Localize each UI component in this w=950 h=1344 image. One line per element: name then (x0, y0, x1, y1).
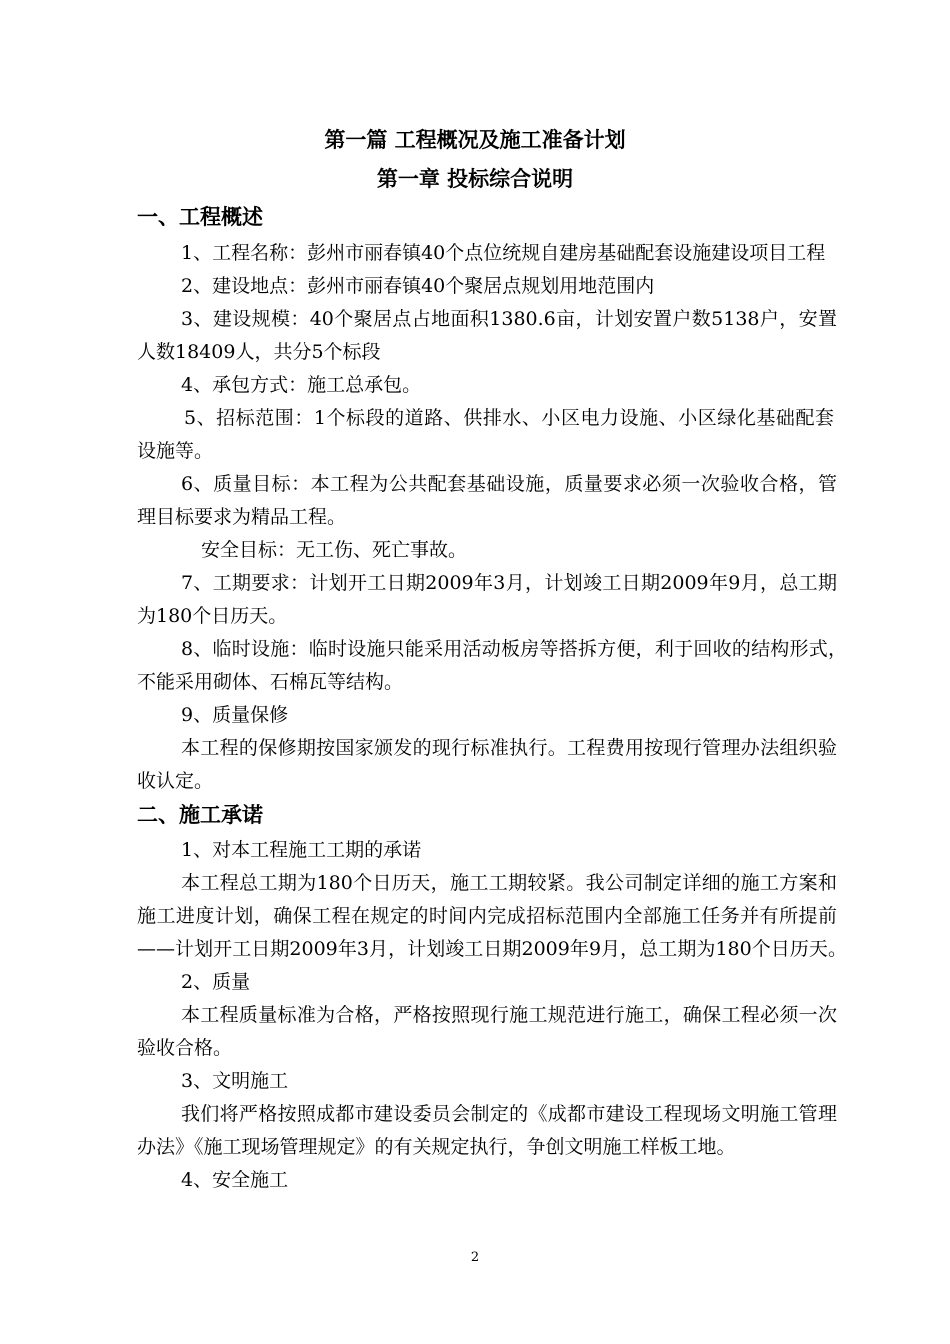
paragraph-schedule-commitment: 1、对本工程施工工期的承诺 (181, 839, 422, 861)
paragraph-schedule-line1: 7、工期要求：计划开工日期2009年3月，计划竣工日期2009年9月，总工期 (181, 572, 837, 594)
section-heading-commitments: 二、施工承诺 (137, 803, 263, 827)
paragraph-quality-commitment: 2、质量 (181, 971, 251, 993)
paragraph-schedule-commitment-line2: 施工进度计划，确保工程在规定的时间内完成招标范围内全部施工任务并有所提前 (137, 905, 837, 927)
paragraph-contract-mode: 4、承包方式：施工总承包。 (181, 374, 422, 396)
paragraph-quality-commitment-line2: 验收合格。 (137, 1037, 233, 1059)
paragraph-civilized-construction: 3、文明施工 (181, 1070, 289, 1092)
paragraph-schedule-commitment-line3: ——计划开工日期2009年3月，计划竣工日期2009年9月，总工期为180个日历天。 (137, 938, 847, 960)
paragraph-warranty-body-line2: 收认定。 (137, 770, 214, 792)
paragraph-warranty-body-line1: 本工程的保修期按国家颁发的现行标准执行。工程费用按现行管理办法组织验 (181, 737, 837, 759)
paragraph-safety-target: 安全目标：无工伤、死亡事故。 (201, 539, 468, 561)
paragraph-warranty: 9、质量保修 (181, 704, 289, 726)
paragraph-bid-scope-line1: 5、招标范围：1个标段的道路、供排水、小区电力设施、小区绿化基础配套 (184, 407, 834, 429)
page-number: 2 (470, 1250, 480, 1265)
paragraph-quality-line2: 理目标要求为精品工程。 (137, 506, 347, 528)
paragraph-location: 2、建设地点：彭州市丽春镇40个聚居点规划用地范围内 (181, 275, 655, 297)
section-heading-overview: 一、工程概述 (137, 205, 263, 229)
paragraph-schedule-line2: 为180个日历天。 (137, 605, 288, 627)
paragraph-bid-scope-line2: 设施等。 (137, 440, 214, 462)
part-title: 第一篇 工程概况及施工准备计划 (324, 128, 626, 152)
paragraph-temp-facilities-line2: 不能采用砌体、石棉瓦等结构。 (137, 671, 404, 693)
chapter-title: 第一章 投标综合说明 (376, 167, 574, 191)
paragraph-scale-line2: 人数18409人，共分5个标段 (137, 341, 381, 363)
paragraph-temp-facilities-line1: 8、临时设施：临时设施只能采用活动板房等搭拆方便，利于回收的结构形式， (181, 638, 847, 660)
paragraph-civilized-construction-line1: 我们将严格按照成都市建设委员会制定的《成都市建设工程现场文明施工管理 (181, 1103, 837, 1125)
paragraph-safe-construction: 4、安全施工 (181, 1169, 289, 1191)
paragraph-civilized-construction-line2: 办法》《施工现场管理规定》的有关规定执行，争创文明施工样板工地。 (137, 1136, 736, 1158)
paragraph-quality-commitment-line1: 本工程质量标准为合格，严格按照现行施工规范进行施工，确保工程必须一次 (181, 1004, 837, 1026)
paragraph-schedule-commitment-line1: 本工程总工期为180个日历天，施工工期较紧。我公司制定详细的施工方案和 (181, 872, 837, 894)
paragraph-project-name: 1、工程名称：彭州市丽春镇40个点位统规自建房基础配套设施建设项目工程 (181, 242, 826, 264)
paragraph-quality-line1: 6、质量目标：本工程为公共配套基础设施，质量要求必须一次验收合格，管 (181, 473, 837, 495)
paragraph-scale-line1: 3、建设规模：40个聚居点占地面积1380.6亩，计划安置户数5138户，安置 (181, 308, 837, 330)
